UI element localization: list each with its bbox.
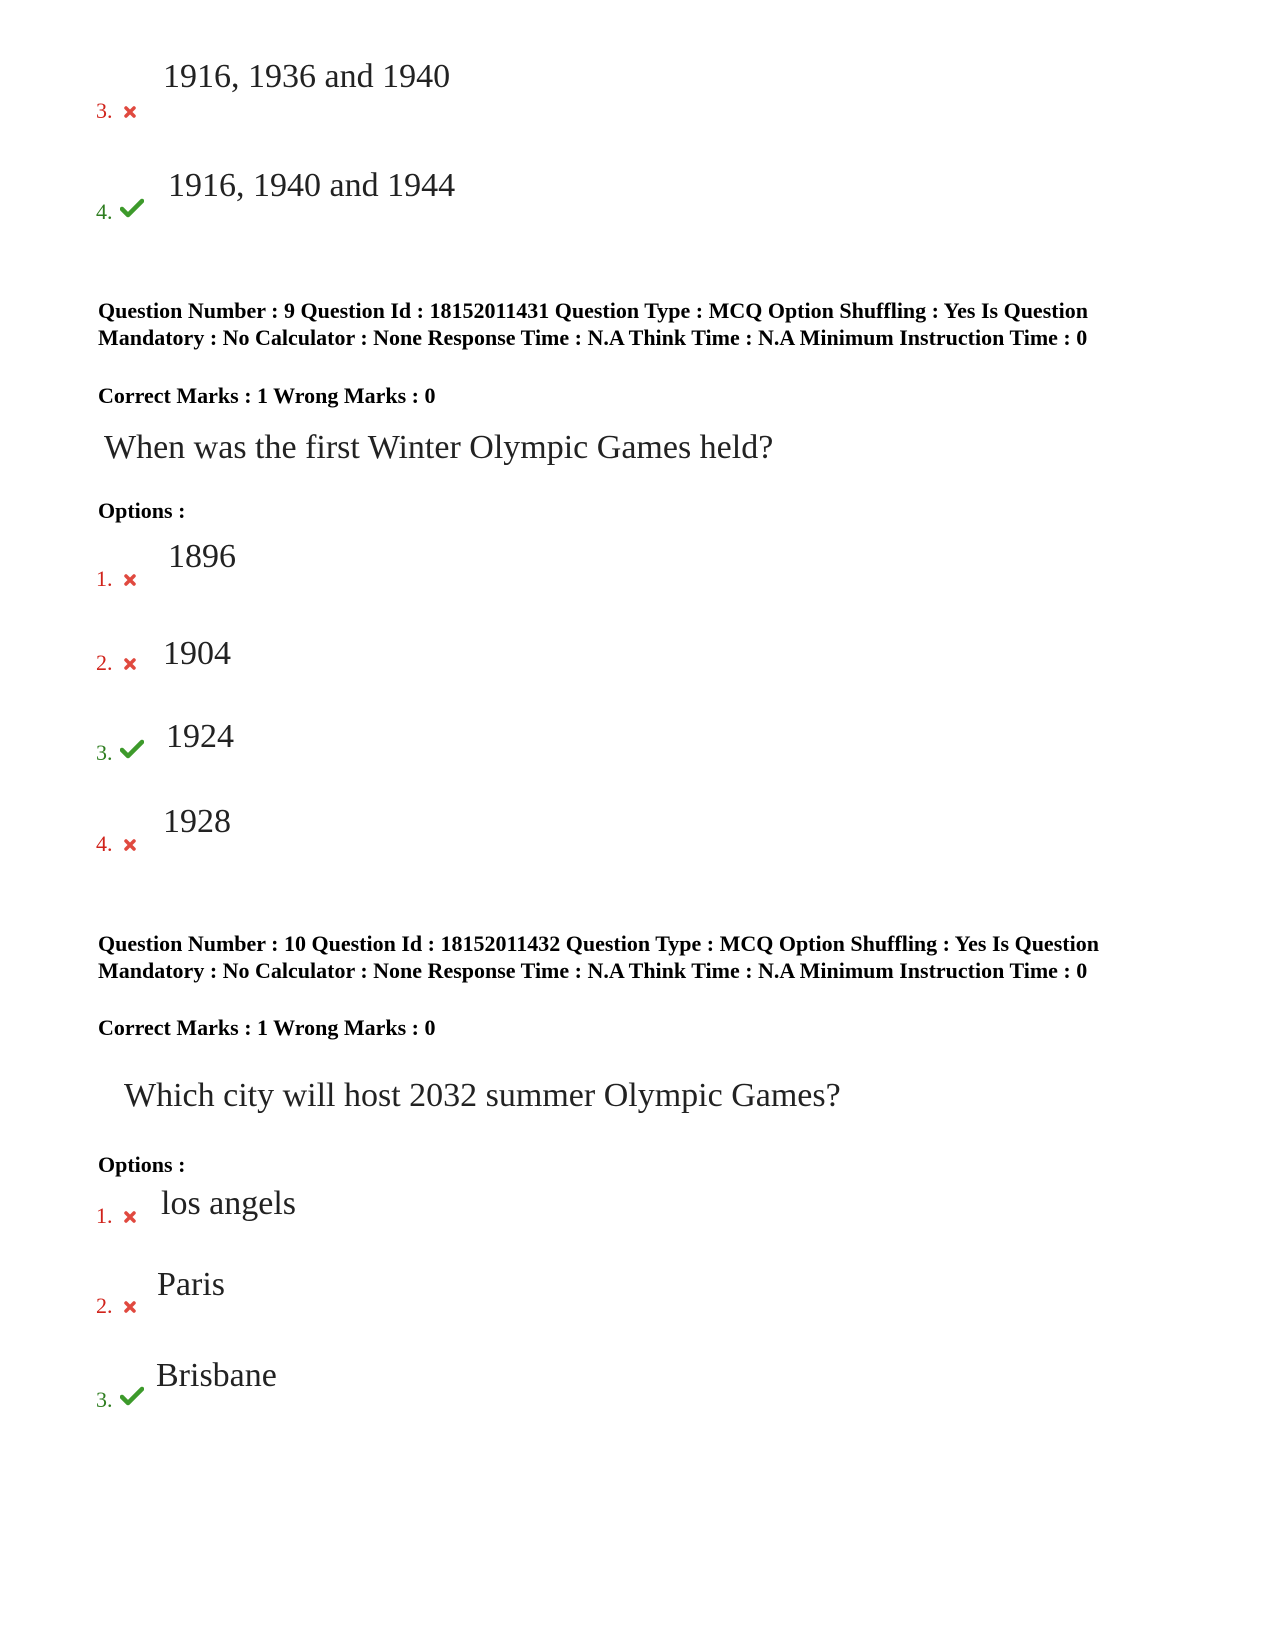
option-number: 1. bbox=[96, 566, 113, 591]
option-text: 1916, 1936 and 1940 bbox=[163, 58, 451, 95]
cross-icon bbox=[123, 105, 137, 119]
option-text: los angels bbox=[161, 1185, 297, 1222]
cross-icon bbox=[123, 657, 137, 671]
check-icon bbox=[120, 739, 144, 759]
question-marks: Correct Marks : 1 Wrong Marks : 0 bbox=[98, 383, 436, 408]
cross-icon bbox=[123, 1300, 137, 1314]
option-text: 1904 bbox=[163, 635, 231, 672]
option-text: 1924 bbox=[166, 718, 234, 755]
options-label: Options : bbox=[98, 1152, 186, 1177]
question-meta: Question Number : 9 Question Id : 18152011431 Question Type : MCQ Option Shuffling : Yes Is Question Mandatory : No Calculator : None Response Time : N.A Think Time : N.A Minimum Instruction Time : 0 bbox=[98, 298, 1088, 350]
question-text: Which city will host 2032 summer Olympic Games? bbox=[124, 1077, 841, 1114]
option-number: 3. bbox=[96, 740, 113, 765]
cross-icon bbox=[123, 573, 137, 587]
option-number: 4. bbox=[96, 199, 113, 224]
question-text: When was the first Winter Olympic Games held? bbox=[104, 429, 774, 466]
option-number: 4. bbox=[96, 831, 113, 856]
options-label: Options : bbox=[98, 498, 186, 523]
option-number: 3. bbox=[96, 1387, 113, 1412]
check-icon bbox=[120, 1386, 144, 1406]
option-number: 1. bbox=[96, 1203, 113, 1228]
check-icon bbox=[120, 198, 144, 218]
question-marks: Correct Marks : 1 Wrong Marks : 0 bbox=[98, 1015, 436, 1040]
cross-icon bbox=[123, 1210, 137, 1224]
option-number: 3. bbox=[96, 98, 113, 123]
cross-icon bbox=[123, 838, 137, 852]
option-text: 1916, 1940 and 1944 bbox=[168, 167, 456, 204]
option-text: 1896 bbox=[168, 538, 236, 575]
option-text: 1928 bbox=[163, 803, 231, 840]
question-meta: Question Number : 10 Question Id : 18152011432 Question Type : MCQ Option Shuffling : Yes Is Question Mandatory : No Calculator : None Response Time : N.A Think Time : N.A Minimum Instruction Time : 0 bbox=[98, 931, 1099, 983]
option-number: 2. bbox=[96, 650, 113, 675]
option-text: Paris bbox=[157, 1266, 225, 1303]
option-number: 2. bbox=[96, 1293, 113, 1318]
option-text: Brisbane bbox=[156, 1357, 277, 1394]
